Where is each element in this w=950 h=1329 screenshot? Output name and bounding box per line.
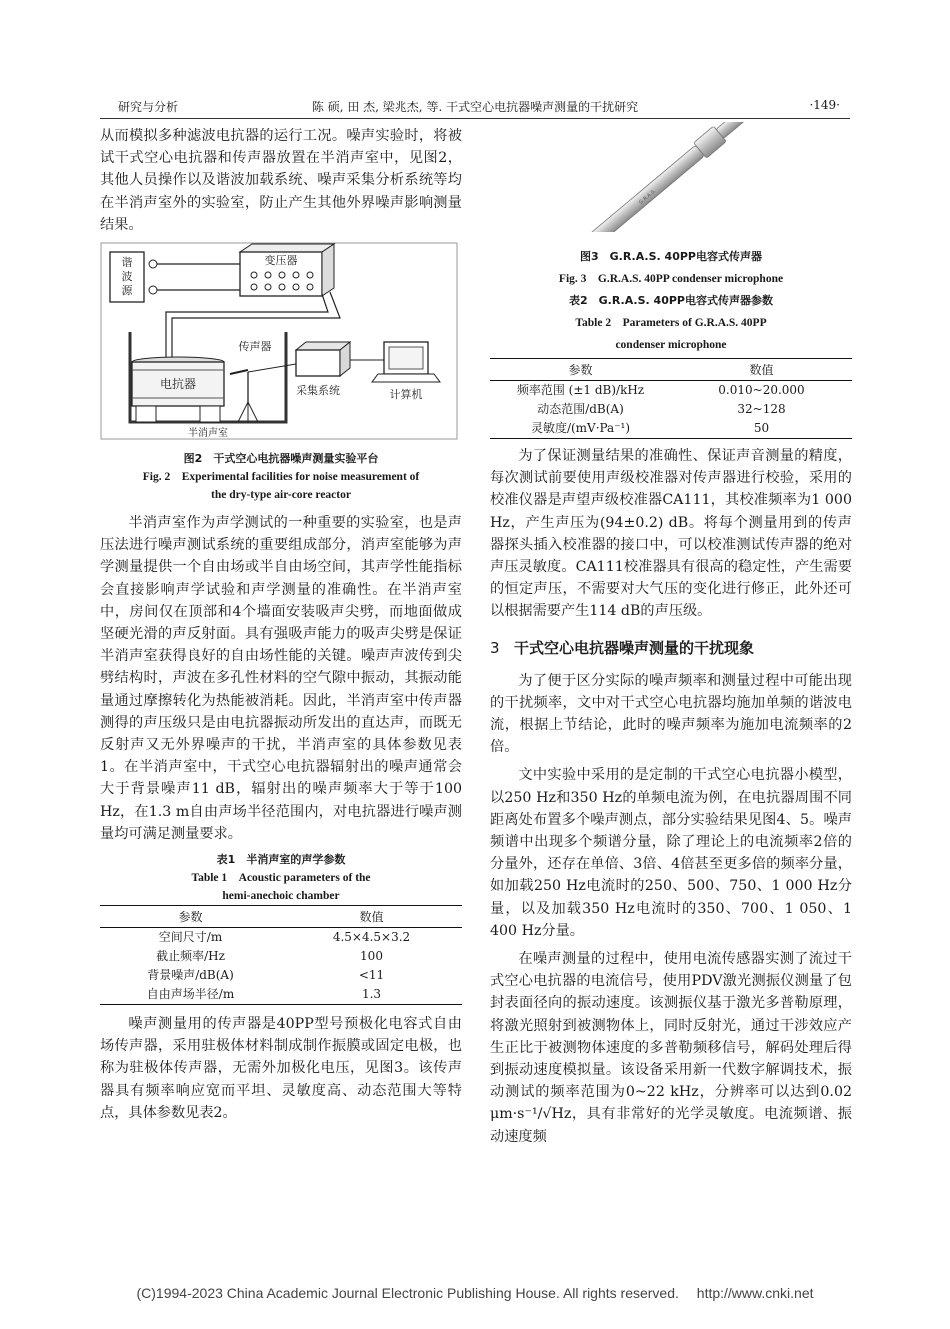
table-cell: 1.3	[281, 985, 462, 1005]
table-cell: 50	[671, 419, 852, 439]
table-2-title-en-2: condenser microphone	[615, 339, 727, 351]
table-cell: 动态范围/dB(A)	[537, 402, 624, 416]
table-2-header-value: 数值	[671, 359, 852, 381]
header-rule	[100, 118, 850, 119]
figure-2-caption-en-1: Fig. 2 Experimental facilities for noise measurement of	[142, 471, 420, 484]
left-column	[100, 125, 462, 1124]
table-cell: 频率范围 (±1 dB)/kHz	[516, 383, 645, 397]
reactor-label: 电抗器	[159, 377, 197, 392]
figure-2-caption-en-2: the dry-type air-core reactor	[211, 489, 351, 502]
harmonic-source-label-3: 源	[121, 284, 133, 298]
table-1-header-param: 参数	[100, 906, 281, 928]
paragraph-calibration: 为了保证测量结果的准确性、保证声音测量的精度，每次测试前要使用声级校准器对传声器进行校验，采用的校准仪器是声望声级校准器CA111，其校准频率为1 000 Hz，产生声压为(94±0.2) dB。将每个测量用到的传声器探头插入校准器的接口中，可以校准测试传声器的绝对声压灵敏度。CA111校准器具有很高的稳定性，产生需要的恒定声压，不需要对大气压的变化进行修正，此外还可以根据需要产生114 dB的声压级。	[490, 448, 852, 620]
acquisition-label: 采集系统	[296, 384, 340, 398]
figure-3-caption-en: Fig. 3 G.R.A.S. 40PP condenser microphone	[558, 273, 784, 285]
harmonic-source-label-2: 波	[121, 270, 133, 284]
table-1-header-value: 数值	[281, 906, 462, 928]
table-cell: <11	[358, 968, 385, 983]
paragraph-s3-2: 文中实验中采用的是定制的干式空心电抗器小模型，以250 Hz和350 Hz的单频电流为例，在电抗器周围不同距离处布置多个噪声测点，部分实验结果见图4、5。噪声频谱中出现多个频谱分量，除了理论上的电流频率2倍的分量外，还存在单倍、3倍、4倍甚至更多倍的频率分量，如加载250 Hz电流时的250、500、750、1 000 Hz分量，以及加载350 Hz电流时的350、700、1 050、1 400 Hz分量。	[490, 767, 852, 939]
header-section: 研究与分析	[118, 100, 179, 114]
table-cell: 100	[360, 949, 383, 964]
table-row	[100, 928, 462, 948]
paragraph-microphone: 噪声测量用的传声器是40PP型号预极化电容式自由场传声器，采用驻极体材料制成制作振膜或固定电极，也称为驻极体传声器，无需外加极化电压，见图3。该传声器具有频率响应宽而平坦、灵敏度高、动态范围大等特点，具体参数见表2。	[100, 1016, 462, 1121]
table-row	[490, 400, 852, 419]
section-title: 干式空心电抗器噪声测量的干扰现象	[514, 638, 755, 657]
table-cell: 32~128	[737, 402, 786, 416]
table-2-header-param: 参数	[490, 359, 671, 381]
table-cell: 背景噪声/dB(A)	[147, 968, 234, 983]
figure-3-caption-zh: 图3 G.R.A.S. 40PP电容式传声器	[580, 250, 762, 263]
paragraph-chamber: 半消声室作为声学测试的一种重要的实验室，也是声压法进行噪声测试系统的重要组成部分，消声室能够为声学测量提供一个自由场或半自由场空间，其声学性能指标会直接影响声学试验和声学测量的准确性。在半消声室中，房间仅在顶部和4个墙面安装吸声尖劈，而地面做成坚硬光滑的声反射面。具有强吸声能力的吸声尖劈是保证半消声室获得良好的自由场性能的关键。噪声声波传到尖劈结构时，声波在多孔性材料的空气隙中振动，其振动能量通过摩擦转化为热能被消耗。因此，半消声室中传声器测得的声压级只是由电抗器振动所发出的直达声，而既无反射声又无外界噪声的干扰，半消声室的具体参数见表1。在半消声室中，干式空心电抗器辐射出的噪声通常会大于背景噪声11 dB，辐射出的噪声频率大于等于100 Hz，在1.3 m自由声场半径范围内，对电抗器进行噪声测量均可满足测量要求。	[100, 515, 462, 842]
section-3-heading	[490, 637, 852, 658]
table-row	[490, 381, 852, 401]
figure-3	[490, 122, 852, 288]
microphone-label: 传声器	[238, 340, 272, 354]
table-cell: 灵敏度/(mV·Pa⁻¹)	[490, 419, 671, 439]
table-cell: 0.010~20.000	[718, 383, 805, 397]
harmonic-source-label-1: 谐	[121, 256, 133, 270]
figure-2	[100, 242, 462, 504]
table-1-title-en-2: hemi-anechoic chamber	[222, 890, 340, 903]
figure-2-caption-zh: 图2 干式空心电抗器噪声测量实验平台	[183, 452, 379, 466]
chamber-label: 半消声室	[188, 428, 228, 440]
paragraph-s3-3: 在噪声测量的过程中，使用电流传感器实测了流过干式空心电抗器的电流信号，使用PDV激光测振仪测量了包封表面径向的振动速度。该测振仪基于激光多普勒原理，将激光照射到被测物体上，同时反射光，通过干涉效应产生正比于被测物体速度的多普勒频移信号，解码处理后得到振动速度模拟量。该设备采用新一代数字解调技术，振动测试的频率范围为0~22 kHz，分辨率可以达到0.02 μm·s⁻¹/√Hz，具有非常好的光学灵敏度。电流频谱、振动速度频	[490, 951, 852, 1145]
computer-label: 计算机	[389, 388, 423, 402]
table-row	[490, 419, 852, 439]
table-row	[100, 966, 462, 985]
table-1-title-zh: 表1 半消声室的声学参数	[216, 853, 346, 867]
table-cell: 自由声场半径/m	[100, 985, 281, 1005]
header-citation: 陈 硕, 田 杰, 梁兆杰, 等. 干式空心电抗器噪声测量的干扰研究	[311, 100, 639, 114]
table-cell: 空间尺寸/m	[158, 930, 223, 945]
experimental-platform-diagram	[100, 242, 462, 442]
table-1	[100, 851, 462, 1005]
table-1-grid	[100, 905, 462, 1005]
acquisition-system-box	[296, 350, 340, 376]
table-row	[100, 947, 462, 966]
paragraph-s3-1: 为了便于区分实际的噪声频率和测量过程中可能出现的干扰频率，文中对干式空心电抗器均施加单频的谐波电流，根据上节结论，此时的噪声频率为施加电流频率的2倍。	[490, 672, 852, 756]
table-2	[490, 292, 852, 439]
svg-text:G.R.A.S.: G.R.A.S.	[638, 188, 658, 206]
table-cell: 4.5×4.5×3.2	[332, 930, 411, 945]
page-number: ·149·	[809, 98, 840, 112]
table-2-title-zh: 表2 G.R.A.S. 40PP电容式传声器参数	[569, 294, 773, 307]
section-number: 3	[490, 638, 500, 657]
paragraph-intro: 从而模拟多种滤波电抗器的运行工况。噪声实验时，将被试干式空心电抗器和传声器放置在半消声室中，见图2，其他人员操作以及谐波加载系统、噪声采集分析系统等均在半消声室外的实验室，防止产生其他外界噪声影响测量结果。	[100, 128, 462, 233]
copyright-footer: (C)1994-2023 China Academic Journal Electronic Publishing House. All rights reserved. http://www.cnki.net	[136, 1285, 814, 1301]
transformer-label: 变压器	[264, 254, 298, 268]
table-2-title-en-1: Table 2 Parameters of G.R.A.S. 40PP	[575, 317, 767, 329]
table-cell: 截止频率/Hz	[156, 949, 225, 964]
microphone-photo	[490, 122, 852, 232]
table-row	[100, 985, 462, 1005]
right-column	[490, 122, 852, 1148]
table-2-grid	[490, 358, 852, 439]
running-header	[0, 98, 950, 118]
table-1-title-en-1: Table 1 Acoustic parameters of the	[191, 872, 371, 885]
